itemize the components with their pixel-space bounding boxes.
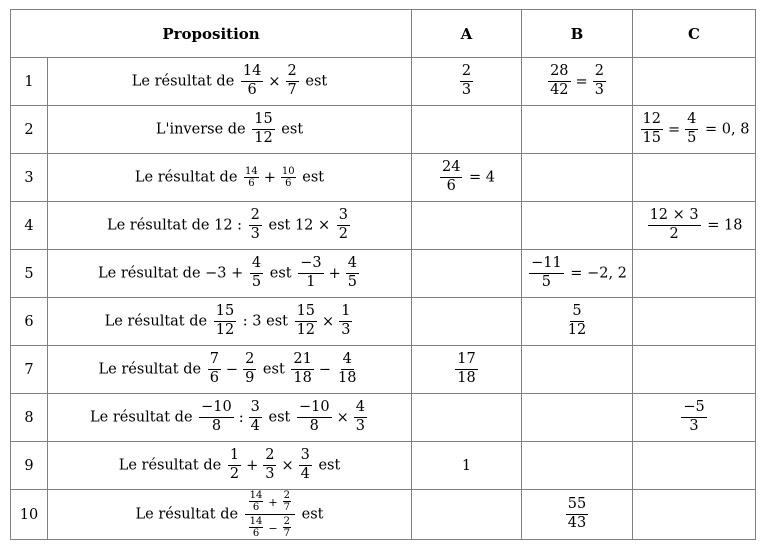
table-row xyxy=(11,298,756,346)
answer-c-cell xyxy=(633,202,756,250)
row-number: 7 xyxy=(11,346,48,394)
table-row xyxy=(11,154,756,202)
fraction xyxy=(228,448,241,483)
denominator: 7 xyxy=(287,82,297,98)
denominator: 18 xyxy=(293,370,312,386)
operator: : xyxy=(238,409,244,426)
numerator: 7 xyxy=(208,352,221,370)
numerator: 2 xyxy=(286,64,299,82)
denominator: 5 xyxy=(541,274,552,290)
answer-a-cell xyxy=(412,442,522,490)
denominator: 43 xyxy=(567,515,587,531)
numerator: 12 xyxy=(641,112,663,130)
denominator: 5 xyxy=(687,130,697,146)
fraction xyxy=(566,304,588,339)
text: = 4 xyxy=(464,169,496,186)
answer-b-cell xyxy=(522,394,633,442)
denominator: 4 xyxy=(300,466,310,482)
row-number: 10 xyxy=(11,490,48,540)
operator: × xyxy=(336,409,349,426)
denominator: 42 xyxy=(550,82,569,98)
fraction xyxy=(249,490,264,513)
proposition-cell xyxy=(48,58,412,106)
operator: + xyxy=(263,169,276,186)
answer-a-cell xyxy=(412,202,522,250)
denominator: 6 xyxy=(252,502,260,513)
fraction xyxy=(336,352,358,387)
fraction xyxy=(593,64,606,99)
answer-a-cell xyxy=(412,346,522,394)
numerator: 2 xyxy=(243,352,256,370)
text: est xyxy=(263,409,295,426)
numerator: 15 xyxy=(295,304,317,322)
text: est xyxy=(265,265,297,282)
fraction xyxy=(681,400,706,435)
fraction xyxy=(250,256,263,291)
numerator: 3 xyxy=(337,208,350,226)
operator: = xyxy=(575,73,588,90)
fraction xyxy=(455,352,477,387)
answer-c-cell xyxy=(633,346,756,394)
numerator: 1 xyxy=(228,448,241,466)
numerator: 2 xyxy=(249,208,262,226)
numerator: 21 xyxy=(291,352,313,370)
numerator: 17 xyxy=(455,352,477,370)
proposition-cell xyxy=(48,250,412,298)
numerator: 10 xyxy=(281,166,295,177)
numerator: 14 xyxy=(245,166,258,177)
operator: − xyxy=(225,361,239,378)
table-row xyxy=(11,490,756,540)
fraction xyxy=(299,448,312,483)
answer-b-cell xyxy=(522,106,633,154)
numerator: 12 × 3 xyxy=(648,208,701,226)
denominator: 3 xyxy=(689,418,699,434)
text: est xyxy=(297,169,325,186)
fraction xyxy=(566,497,588,532)
denominator xyxy=(245,515,295,539)
numerator: 2 xyxy=(283,516,290,527)
proposition-cell xyxy=(48,202,412,250)
denominator: 2 xyxy=(229,466,240,482)
fraction xyxy=(244,166,259,189)
denominator: 18 xyxy=(338,370,357,386)
numerator: 3 xyxy=(299,448,312,466)
text: 1 xyxy=(461,457,472,474)
numerator: 4 xyxy=(346,256,359,274)
numerator xyxy=(245,490,295,515)
denominator: 12 xyxy=(296,322,316,338)
denominator: 6 xyxy=(248,178,255,189)
answer-a-cell xyxy=(412,394,522,442)
fraction xyxy=(297,400,332,435)
denominator: 6 xyxy=(252,528,260,539)
denominator: 5 xyxy=(251,274,262,290)
fraction xyxy=(208,352,221,387)
denominator: 2 xyxy=(338,226,349,242)
numerator: 3 xyxy=(249,400,262,418)
text: = −2, 2 xyxy=(565,265,627,282)
table-row xyxy=(11,442,756,490)
numerator: 55 xyxy=(566,497,588,515)
fraction xyxy=(199,400,234,435)
answer-a-cell xyxy=(412,58,522,106)
operator: × xyxy=(322,313,335,330)
denominator: 6 xyxy=(247,82,257,98)
denominator: 6 xyxy=(209,370,219,386)
numerator: −5 xyxy=(681,400,706,418)
proposition-cell xyxy=(48,154,412,202)
row-number: 2 xyxy=(11,106,48,154)
fraction xyxy=(286,64,299,99)
small-expression xyxy=(247,516,293,539)
operator: + xyxy=(268,495,278,509)
denominator: 12 xyxy=(254,130,273,146)
text: Le résultat de −3 + xyxy=(98,265,248,282)
denominator: 6 xyxy=(285,178,292,189)
fraction xyxy=(298,256,323,291)
operator: = xyxy=(668,121,681,138)
fraction xyxy=(346,256,359,291)
text: Le résultat de xyxy=(98,361,206,378)
denominator: 8 xyxy=(309,418,319,434)
answer-b-cell xyxy=(522,346,633,394)
denominator: 18 xyxy=(457,370,476,386)
numerator: 4 xyxy=(341,352,354,370)
numerator: 15 xyxy=(214,304,236,322)
text: Le résultat de xyxy=(104,313,212,330)
numerator: 1 xyxy=(339,304,352,322)
answer-b-cell xyxy=(522,58,633,106)
fraction xyxy=(685,112,698,147)
text: est 12 × xyxy=(263,217,335,234)
table-row xyxy=(11,202,756,250)
compound-fraction xyxy=(245,490,295,539)
proposition-cell xyxy=(48,442,412,490)
text: L'inverse de xyxy=(155,121,251,138)
answer-a-cell xyxy=(412,106,522,154)
answer-c-cell xyxy=(633,298,756,346)
operator: + xyxy=(328,265,341,282)
text: est xyxy=(313,457,341,474)
fraction xyxy=(641,112,663,147)
text: Le résultat de xyxy=(135,506,243,523)
fraction xyxy=(249,208,262,243)
text: est xyxy=(276,121,304,138)
numerator: 14 xyxy=(241,64,263,82)
answer-a-cell xyxy=(412,298,522,346)
answer-b-cell xyxy=(522,298,633,346)
table-row xyxy=(11,250,756,298)
answer-c-cell xyxy=(633,58,756,106)
fraction xyxy=(460,64,473,99)
numerator: 4 xyxy=(685,112,698,130)
denominator: 8 xyxy=(211,418,222,434)
numerator: 2 xyxy=(460,64,473,82)
denominator: 3 xyxy=(250,226,260,242)
fraction xyxy=(337,208,350,243)
text: Le résultat de xyxy=(90,409,198,426)
denominator: 7 xyxy=(283,528,290,539)
fraction xyxy=(529,256,564,291)
proposition-cell xyxy=(48,346,412,394)
text: est xyxy=(297,506,324,523)
denominator: 6 xyxy=(446,178,456,194)
proposition-cell xyxy=(48,490,412,540)
answer-a-cell xyxy=(412,154,522,202)
operator: + xyxy=(246,457,259,474)
proposition-cell xyxy=(48,106,412,154)
table-row xyxy=(11,58,756,106)
row-number: 6 xyxy=(11,298,48,346)
answer-b-cell xyxy=(522,154,633,202)
proposition-cell xyxy=(48,298,412,346)
fraction xyxy=(252,112,274,147)
answer-c-cell xyxy=(633,154,756,202)
header-proposition: Proposition xyxy=(11,10,412,58)
numerator: 4 xyxy=(354,400,367,418)
numerator: 4 xyxy=(250,256,263,274)
operator: × xyxy=(268,73,281,90)
denominator: 5 xyxy=(347,274,357,290)
numerator: 28 xyxy=(548,64,570,82)
denominator: 9 xyxy=(245,370,255,386)
numerator: −10 xyxy=(297,400,332,418)
text: = 0, 8 xyxy=(700,121,750,138)
row-number: 8 xyxy=(11,394,48,442)
numerator: 2 xyxy=(263,448,276,466)
fraction xyxy=(354,400,367,435)
row-number: 4 xyxy=(11,202,48,250)
denominator: 2 xyxy=(669,226,679,242)
quiz-table xyxy=(10,9,756,540)
denominator: 12 xyxy=(567,322,587,338)
numerator: 2 xyxy=(283,490,290,501)
denominator: 1 xyxy=(306,274,316,290)
denominator: 12 xyxy=(215,322,235,338)
row-number: 9 xyxy=(11,442,48,490)
operator: × xyxy=(281,457,294,474)
header-a: A xyxy=(412,10,522,58)
denominator: 3 xyxy=(341,322,351,338)
answer-c-cell xyxy=(633,394,756,442)
fraction xyxy=(241,64,263,99)
denominator: 15 xyxy=(642,130,661,146)
fraction xyxy=(291,352,313,387)
operator: − xyxy=(318,361,331,378)
numerator: 14 xyxy=(249,516,263,527)
fraction xyxy=(263,448,276,483)
answer-b-cell xyxy=(522,490,633,540)
numerator: −3 xyxy=(298,256,323,274)
fraction xyxy=(440,160,462,195)
small-expression xyxy=(247,490,293,513)
fraction xyxy=(548,64,570,99)
numerator: −11 xyxy=(529,256,564,274)
answer-c-cell xyxy=(633,490,756,540)
denominator: 3 xyxy=(461,82,472,98)
answer-a-cell xyxy=(412,490,522,540)
denominator: 3 xyxy=(594,82,604,98)
answer-c-cell xyxy=(633,106,756,154)
answer-a-cell xyxy=(412,250,522,298)
table-row xyxy=(11,106,756,154)
text: Le résultat de xyxy=(118,457,226,474)
text: est xyxy=(300,73,328,90)
denominator: 3 xyxy=(265,466,275,482)
answer-c-cell xyxy=(633,250,756,298)
fraction xyxy=(339,304,352,339)
fraction xyxy=(281,166,296,189)
fraction xyxy=(249,400,262,435)
proposition-cell xyxy=(48,394,412,442)
row-number: 3 xyxy=(11,154,48,202)
numerator: 5 xyxy=(570,304,583,322)
header-c: C xyxy=(633,10,756,58)
operator: − xyxy=(268,521,278,535)
fraction xyxy=(283,516,291,539)
denominator: 4 xyxy=(250,418,260,434)
text: = 18 xyxy=(702,217,743,234)
fraction xyxy=(648,208,701,243)
numerator: 14 xyxy=(249,490,263,501)
fraction xyxy=(243,352,256,387)
table-row xyxy=(11,346,756,394)
text: : 3 est xyxy=(238,313,293,330)
text: Le résultat de 12 : xyxy=(106,217,247,234)
header-row xyxy=(11,10,756,58)
denominator: 7 xyxy=(283,502,290,513)
numerator: 2 xyxy=(593,64,606,82)
header-b: B xyxy=(522,10,633,58)
row-number: 5 xyxy=(11,250,48,298)
answer-c-cell xyxy=(633,442,756,490)
answer-b-cell xyxy=(522,442,633,490)
numerator: 15 xyxy=(252,112,274,130)
fraction xyxy=(249,516,264,539)
numerator: −10 xyxy=(199,400,234,418)
text: Le résultat de xyxy=(134,169,243,186)
fraction xyxy=(295,304,317,339)
text: est xyxy=(258,361,290,378)
fraction xyxy=(214,304,236,339)
fraction xyxy=(283,490,291,513)
text: Le résultat de xyxy=(131,73,239,90)
answer-b-cell xyxy=(522,250,633,298)
table-row xyxy=(11,394,756,442)
numerator: 24 xyxy=(440,160,462,178)
answer-b-cell xyxy=(522,202,633,250)
denominator: 3 xyxy=(355,418,365,434)
row-number: 1 xyxy=(11,58,48,106)
